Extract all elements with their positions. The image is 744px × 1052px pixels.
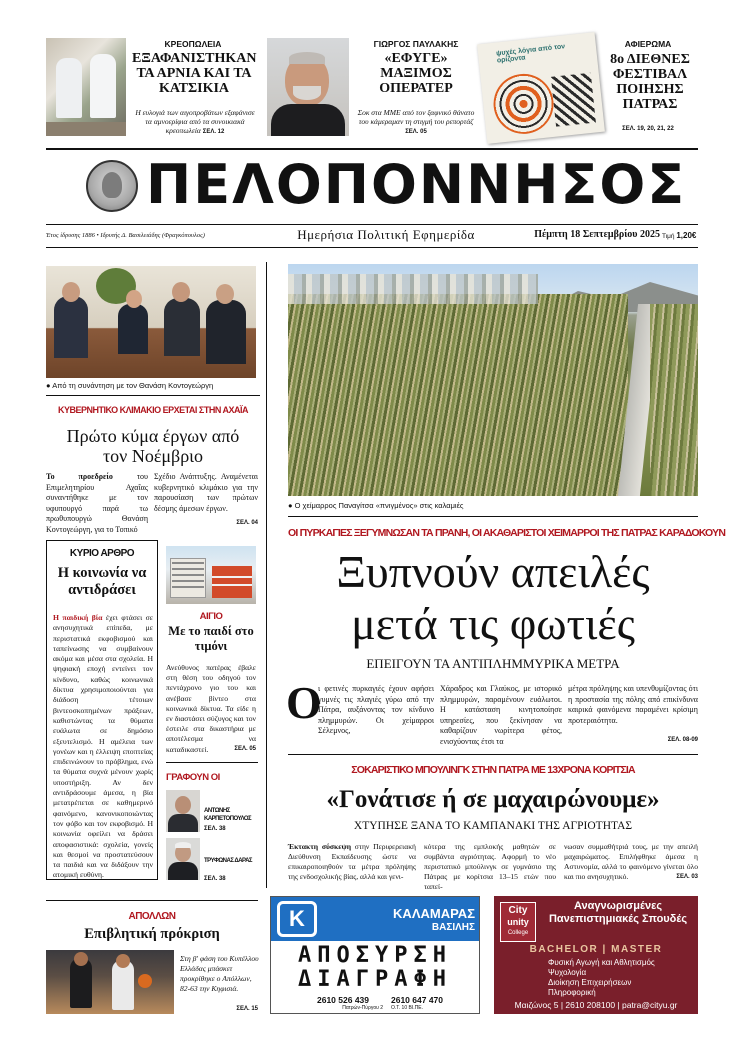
left-story-page: ΣΕΛ. 04 <box>236 520 258 526</box>
main-story-headline-line2[interactable]: μετά τις φωτιές <box>351 598 635 649</box>
teaser-1-photo[interactable] <box>46 38 126 136</box>
apollon-text: Στη β' φάση του Κυπέλλου Ελλάδας μπάσκετ προκρίθηκε ο Απόλλων, 82-63 την Κηφισιά. <box>180 954 259 993</box>
second-story-deck: ΧΤΥΠΗΣΕ ΞΑΝΑ ΤΟ ΚΑΜΠΑΝΑΚΙ ΤΗΣ ΑΓΡΙΟΤΗΤΑΣ <box>353 820 633 832</box>
left-story-kicker: ΚΥΒΕΡΝΗΤΙΚΟ ΚΛΙΜΑΚΙΟ ΕΡΧΕΤΑΙ ΣΤΗΝ ΑΧΑΪΑ <box>57 405 248 415</box>
main-story-col3: μέτρα πρόληψης και υπενθυμίζοντας ότι η προστασία της πόλης από επικίνδυνα καιρικά φαινόμενα παραμένει κρίσιμη προτεραιότητα. <box>568 684 698 725</box>
teaser-1-summary: Η ευλογιά των αιγοπροβάτων εξαφάνισε τα αμνοερίφια από τα συνοικιακά κρεοπωλεία ΣΕΛ. 12 <box>135 108 255 135</box>
second-story-col2: κότερα της εμπλοκής μαθητών σε συμβάντα αγριότητας. Αφορμή το νέο περιστατικό μπούλινγκ σε γυμνάσιο της Πάτρας με κορίτσια 13–15 ετών που ταπεί- <box>424 842 556 891</box>
teaser-3-page: ΣΕΛ. 19, 20, 21, 22 <box>622 126 674 132</box>
left-story-col1: Το προεδρείο του Επιμελητηρίου Αχαΐας συναντήθηκε με τον υφυπουργό παρά τω πρωθυπουργώ Θανάση Κοντογεώργη, για το Τοπικό <box>46 472 148 534</box>
poster-text: ψυχές λόγια από τον ορίζοντα <box>495 43 566 65</box>
ad-kalamaras[interactable] <box>270 896 480 1014</box>
ad-city-item: Φυσική Αγωγή και Αθλητισμός <box>548 958 655 967</box>
main-story-page: ΣΕΛ. 08-09 <box>667 737 698 743</box>
ad-city-logo-3: College <box>507 930 529 936</box>
aigio-text: Ανεύθυνος πατέρας έβαλε στη θέση του οδηγού τον πεντάχρονο γιο του και ανέβασε βίντεο στα κοινωνικά δίκτυα. Τα είδε η εν διαστάσει σύζυγος και τον έστειλε στα δικαστήρια με αποτέλεσμα να καταδικαστεί. <box>166 663 256 754</box>
teaser-3-kicker: ΑΦΙΕΡΩΜΑ <box>624 39 672 49</box>
aigio-headline[interactable]: Με το παιδί στο τιμόνι <box>168 624 254 653</box>
teaser-1-headline[interactable]: ΕΞΑΦΑΝΙΣΤΗΚΑΝ ΤΑ ΑΡΝΙΑ ΚΑΙ ΤΑ ΚΑΤΣΙΚΙΑ <box>132 51 257 96</box>
main-story-bottom-rule <box>288 754 698 755</box>
ad-city-email[interactable]: patra@cityu.gr <box>621 1000 678 1010</box>
price-label: Τιμή <box>662 233 675 240</box>
main-story-kicker: ΟΙ ΠΥΡΚΑΓΙΕΣ ΞΕΓΥΜΝΩΣΑΝ ΤΑ ΠΡΑΝΗ, ΟΙ ΑΚΑΘΑΡΙΣΤΟΙ ΧΕΙΜΑΡΡΟΙ ΤΗΣ ΠΑΤΡΑΣ ΚΑΡΑΔΟΚΟΥΝ <box>288 527 726 539</box>
ad-city-college[interactable] <box>494 896 698 1014</box>
ad-city-items <box>548 958 698 998</box>
ad-city-bachelor: BACHELOR <box>529 944 599 955</box>
columnist-1-page: ΣΕΛ. 38 <box>204 826 226 832</box>
masthead-founded: Έτος ίδρυσης 1886 • Ιδρυτής Δ. Βασιλειάδης (Φραγκόπουλος) <box>46 232 205 239</box>
ad-kalamaras-line-2: ΔΙΑΓΡΑΦΗ <box>298 967 452 992</box>
main-story-headline-line1[interactable]: Ξυπνούν απειλές <box>336 546 650 597</box>
price-value: 1,20€ <box>676 231 697 240</box>
masthead-bottom-rule <box>46 224 698 225</box>
meeting-caption: ● Από τη συνάντηση με τον Θανάση Κοντογεώργη <box>46 381 214 390</box>
apollon-headline[interactable]: Επιβλητική πρόκριση <box>84 926 220 942</box>
ad-kalamaras-addr-1: Πατρών-Πύργου 2 <box>342 1005 383 1011</box>
ad-kalamaras-phone-2: 2610 647 470 <box>391 995 443 1005</box>
left-story-lead: Το προεδρείο <box>46 472 113 481</box>
ad-city-contact: Μαιζώνος 5 | 2610 208100 | patra@cityu.gr <box>514 1000 678 1010</box>
main-story-dropcap: Ο <box>286 677 322 728</box>
ad-city-item: Πληροφορική <box>548 988 596 997</box>
ad-city-degrees: BACHELOR | MASTER <box>529 944 663 955</box>
aigio-photo[interactable] <box>166 546 256 604</box>
main-story-photo[interactable] <box>288 264 698 496</box>
main-story-col1: ι φετινές πυρκαγιές έχουν αφήσει γυμνές τις πλαγιές γύρω από την Πάτρα, αυξάνοντας τον κίνδυνο πλημμυρών. Οι χείμαρροι Σέλεμνος, <box>318 684 434 735</box>
apollon-page: ΣΕΛ. 15 <box>236 1006 258 1012</box>
teaser-2-photo[interactable] <box>267 38 349 136</box>
main-story-col2: Χάραδρος και Γλαύκος, με ιστορικό πλημμυρών, παραμένουν ευάλωτοι. Η κατάσταση κινητοποίησε υπηρεσίες, που ξεκίνησαν να καθαρίζουν νωρίτερα φέτος, ενισχύοντας έτσι τα <box>440 684 562 746</box>
bottom-row-rule <box>46 900 258 901</box>
masthead-emblem <box>86 160 138 212</box>
columnist-1-name[interactable]: ΑΝΤΩΝΗΣ ΚΑΡΠΕΤΟΠΟΥΛΟΣ <box>204 808 252 822</box>
left-story-col2: Σχέδιο Ανάπτυξης. Αναμένεται κυβερνητικό κλιμάκιο για την παρουσίαση των πρώτων δέσμης άμεσων έργων. <box>154 472 258 513</box>
teaser-2-kicker: ΓΙΩΡΓΟΣ ΠΑΥΛΑΚΗΣ <box>373 39 459 49</box>
meeting-photo[interactable] <box>46 266 256 378</box>
ad-city-address: Μαιζώνος 5 <box>514 1000 559 1010</box>
editorial-kicker: ΚΥΡΙΟ ΑΡΘΡΟ <box>69 548 135 559</box>
second-story-headline[interactable]: «Γονάτισε ή σε μαχαιρώνουμε» <box>326 786 660 813</box>
ad-kalamaras-phone-1: 2610 526 439 <box>317 995 369 1005</box>
masthead-top-rule <box>46 148 698 150</box>
teaser-3-poster[interactable] <box>477 32 605 144</box>
second-story-col3: νωσαν συμμαθήτριά τους, με την απειλή μαχαιρώματος. Επιλήφθηκε άμεσα η Αστυνομία, αλλά το φαινόμενο γίνεται όλο και πιο ανησυχητικό. <box>564 842 698 881</box>
masthead-title[interactable]: ΠΕΛΟΠΟΝΝΗΣΟΣ <box>146 153 687 216</box>
ad-city-item: Διοίκηση Επιχειρήσεων <box>548 978 632 987</box>
second-story-col1: Έκτακτη σύσκεψη στην Περιφερειακή Διεύθυνση Εκπαίδευσης ώστε να επικαιροποιηθούν τα μέτρα πρόληψης της ενδοσχολικής βίας, αλλά και γενι- <box>288 842 416 881</box>
ad-city-logo <box>500 902 536 942</box>
editorial-box <box>46 540 158 880</box>
columnist-1-photo[interactable] <box>166 790 200 832</box>
apollon-photo[interactable] <box>46 950 174 1014</box>
teaser-3-headline[interactable]: 8ο ΔΙΕΘΝΕΣ ΦΕΣΤΙΒΑΛ ΠΟΙΗΣΗΣ ΠΑΤΡΑΣ <box>610 52 690 112</box>
columnist-2-page: ΣΕΛ. 38 <box>204 876 226 882</box>
second-story-lead: Έκτακτη σύσκεψη <box>288 842 352 851</box>
main-story-deck: ΕΠΕΙΓΟΥΝ ΤΑ ΑΝΤΙΠΛΗΜΜΥΡΙΚΑ ΜΕΤΡΑ <box>366 656 620 671</box>
columnists-rule <box>166 762 258 763</box>
teaser-2-headline[interactable]: «ΕΦΥΓΕ» ΜΑΞΙΜΟΣ ΟΠΕΡΑΤΕΡ <box>379 51 453 96</box>
masthead-date: Πέμπτη 18 Σεπτεμβρίου 2025 <box>534 229 660 240</box>
ad-city-logo-2: unity <box>507 917 529 927</box>
masthead-date-rule <box>46 247 698 248</box>
main-story-top-rule <box>288 516 698 517</box>
aigio-page: ΣΕΛ. 05 <box>234 746 256 752</box>
second-story-page: ΣΕΛ. 03 <box>676 874 698 880</box>
teaser-1-kicker: ΚΡΕΟΠΩΛΕΙΑ <box>164 39 222 49</box>
left-story-rule <box>46 395 260 396</box>
ad-kalamaras-addr-2: Ο.Τ. 10 ΒΙ.ΠΕ. <box>391 1005 423 1011</box>
ad-kalamaras-logo: K <box>277 901 317 937</box>
aigio-kicker: ΑΙΓΙΟ <box>199 611 223 622</box>
main-story-caption: ● Ο χείμαρρος Παναγίτσα «πνιγμένος» στις καλαμιές <box>288 501 464 510</box>
editorial-headline[interactable]: Η κοινωνία να αντιδράσει <box>57 565 147 598</box>
left-story-headline[interactable]: Πρώτο κύμα έργων από τον Νοέμβριο <box>66 426 240 466</box>
ad-kalamaras-name-2: ΒΑΣΙΛΗΣ <box>431 922 475 933</box>
ad-city-item: Ψυχολογία <box>548 968 587 977</box>
editorial-lead: Η παιδική βία <box>53 613 103 622</box>
second-story-kicker: ΣΟΚΑΡΙΣΤΙΚΟ ΜΠΟΥΛΙΝΓΚ ΣΤΗΝ ΠΑΤΡΑ ΜΕ 13ΧΡΟΝΑ ΚΟΡΙΤΣΙΑ <box>351 764 635 776</box>
editorial-text: Η παιδική βία έχει φτάσει σε ανησυχητικά επίπεδα, με περιστατικά εκφοβισμού και ταπείνωσης να συμβαίνουν ακόμα και μέσα στα σχολεία. Η ψηφιακή εποχή εντείνει τον κίνδυνο, καθώς κοινωνικά δίκτυα χρησιμοποιούνται για διάδοση τέτοιων βιντεοσκοπημένων πράξεων, καθιστώντας τα θύματα ευάλωτα σε δημόσιο εξευτελισμό. Η αμέλεια των γονέων και η έλλειψη εποπτείας επιδεινώνουν το πρόβλημα, ενώ τα θύματα συχνά μένουν χωρίς υποστήριξη. Αν δεν αντιδράσουμε άμεσα, η βία μετατρέπεται σε καθημερινό φαινόμενο, κανονικοποιώντας τον φόβο και τον εκφοβισμό. Η κοινωνία οφείλει να δράσει αποφασιστικά: σχολεία, γονείς και θεσμοί να προστατεύσουν τα παιδιά και να διδάξουν την ατομική ευθύνη. <box>53 613 153 880</box>
columnist-2-photo[interactable] <box>166 838 200 880</box>
columnists-kicker: ΓΡΑΦΟΥΝ ΟΙ <box>166 772 220 783</box>
masthead-price <box>662 231 702 240</box>
ad-city-title: Αναγνωρισμένες Πανεπιστημιακές Σπουδές <box>548 900 688 925</box>
ad-city-logo-1: City <box>508 905 528 916</box>
teaser-2-summary: Σοκ στα ΜΜΕ από τον ξαφνικό θάνατο του κάμεραμαν τη στιγμή του ρεπορτάζ ΣΕΛ. 05 <box>357 108 475 135</box>
ad-kalamaras-name-1: ΚΑΛΑΜΑΡΑΣ <box>393 906 475 921</box>
masthead-subtitle: Ημερήσια Πολιτική Εφημερίδα <box>297 227 475 242</box>
columnist-2-name[interactable]: ΤΡΥΦΩΝΑΣ ΔΑΡΑΣ <box>204 858 253 864</box>
apollon-kicker: ΑΠΟΛΛΩΝ <box>128 911 176 922</box>
ad-kalamaras-line-1: ΑΠΟΣΥΡΣΗ <box>298 943 452 968</box>
left-column-separator <box>266 262 267 888</box>
ad-city-phone: 2610 208100 <box>565 1000 616 1010</box>
ad-city-master: MASTER <box>611 944 663 955</box>
